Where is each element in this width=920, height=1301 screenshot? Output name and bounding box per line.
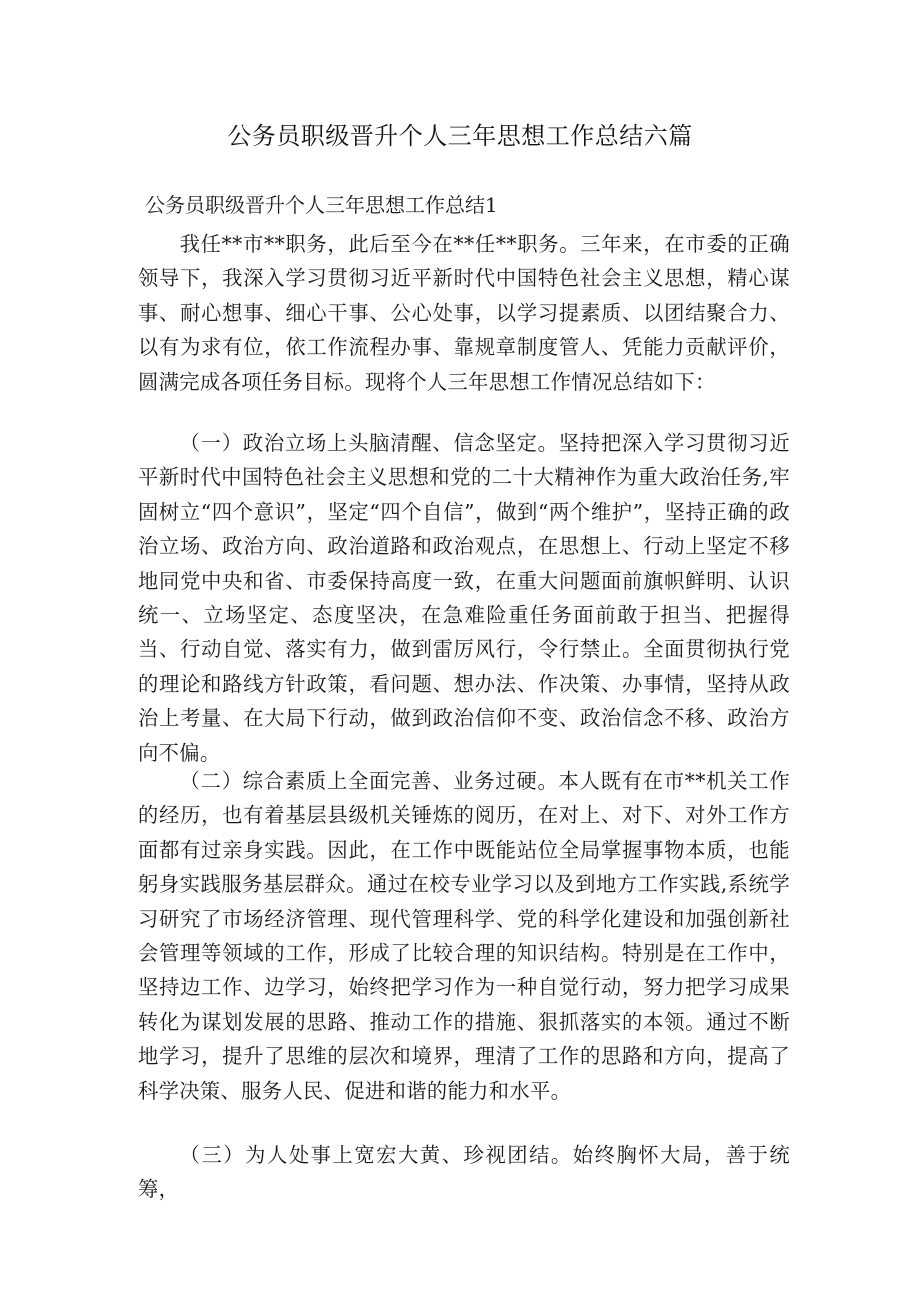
paragraph-political-stance: （一）政治立场上头脑清醒、信念坚定。坚持把深入学习贯彻习近平新时代中国特色社会主义思想和党的二十大精神作为重大政治任务,牢固树立“四个意识”，坚定“四个自信”，做到“两个维护”，坚持正确的政治立场、政治方向、政治道路和政治观点，在思想上、行动上坚定不移地同党中央和省、市委保持高度一致，在重大问题面前旗帜鲜明、认识统一、立场坚定、态度坚决，在急难险重任务面前敢于担当、把握得当、行动自觉、落实有力，做到雷厉风行，令行禁止。全面贯彻执行党的理论和路线方针政策，看问题、想办法、作决策、办事情，坚持从政治上考量、在大局下行动，做到政治信仰不变、政治信念不移、政治方向不偏。 [138, 431, 790, 765]
paragraph-conduct: （三）为人处事上宽宏大黄、珍视团结。始终胸怀大局，善于统筹， [138, 1143, 790, 1202]
paragraph-intro: 我任**市**职务，此后至今在**任**职务。三年来，在市委的正确领导下，我深入学习贯彻习近平新时代中国特色社会主义思想，精心谋事、耐心想事、细心干事、公心处事，以学习提素质、以团结聚合力、以有为求有位，依工作流程办事、靠规章制度管人、凭能力贡献评价，圆满完成各项任务目标。现将个人三年思想工作情况总结如下： [138, 232, 790, 394]
document-title: 公务员职级晋升个人三年思想工作总结六篇 [227, 122, 693, 150]
paragraph-comprehensive-quality: （二）综合素质上全面完善、业务过硬。本人既有在市**机关工作的经历，也有着基层县级机关锤炼的阅历，在对上、对下、对外工作方面都有过亲身实践。因此，在工作中既能站位全局掌握事物本质，也能躬身实践服务基层群众。通过在校专业学习以及到地方工作实践,系统学习研究了市场经济管理、现代管理科学、党的科学化建设和加强创新社会管理等领域的工作，形成了比较合理的知识结构。特别是在工作中，坚持边工作、边学习，始终把学习作为一种自觉行动，努力把学习成果转化为谋划发展的思路、推动工作的措施、狠抓落实的本领。通过不断地学习，提升了思维的层次和境界，理清了工作的思路和方向，提高了科学决策、服务人民、促进和谐的能力和水平。 [138, 769, 790, 1103]
section-heading: 公务员职级晋升个人三年思想工作总结1 [145, 193, 498, 217]
